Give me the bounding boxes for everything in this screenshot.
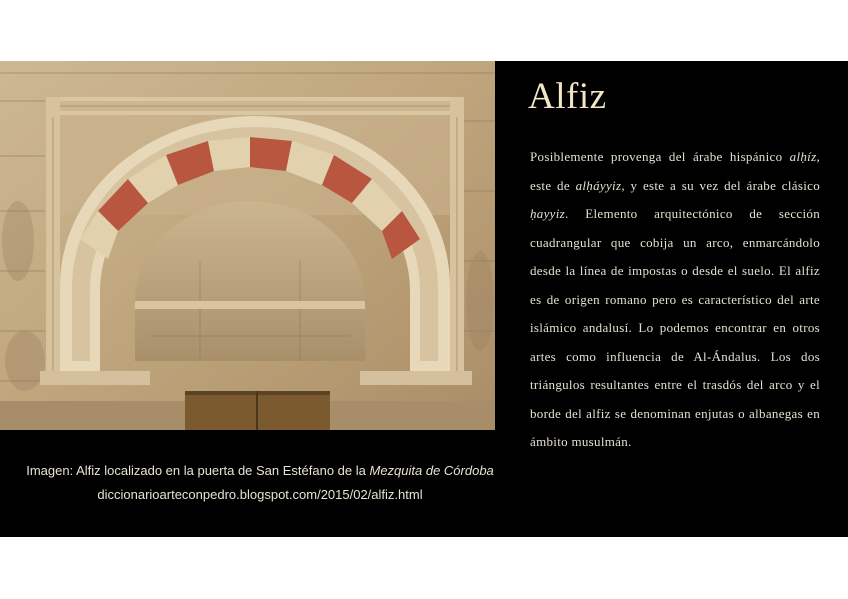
- slide: [0, 61, 848, 537]
- alfiz-photo: [0, 61, 495, 430]
- caption-url: diccionarioarteconpedro.blogspot.com/2015/02/alfiz.html: [97, 487, 423, 502]
- caption-place: Mezquita de Córdoba: [369, 463, 494, 478]
- definition-text: [530, 143, 820, 457]
- caption-prefix: Imagen: Alfiz localizado en la puerta de San Estéfano de la: [26, 463, 370, 478]
- text-part: , este de: [530, 149, 820, 193]
- page-title: Alfiz: [528, 76, 607, 117]
- term-alhiz: alḥíz: [789, 149, 817, 164]
- caption-line: [0, 459, 520, 483]
- text-part: . Elemento arquitectónico de sección cuadrangular que cobija un arco, enmarcándolo desde la línea de impostas o desde el suelo. El alfiz es de origen romano pero es característico del arte islámico andalusí. Lo podemos encontrar en otros artes como influencia de Al-Ándalus. Los dos triángulos resultantes entre el trasdós del arco y el borde del alfiz se denominan enjutas o albanegas en ámbito musulmán.: [530, 206, 820, 449]
- term-hayyiz: ḥayyiz: [530, 206, 566, 221]
- text-part: Posiblemente provenga del árabe hispánico: [530, 149, 790, 164]
- term-alhayyiz: alḥáyyiz: [575, 177, 622, 193]
- image-caption: [0, 459, 520, 507]
- text-part: , y este a su vez del árabe clásico: [621, 177, 820, 193]
